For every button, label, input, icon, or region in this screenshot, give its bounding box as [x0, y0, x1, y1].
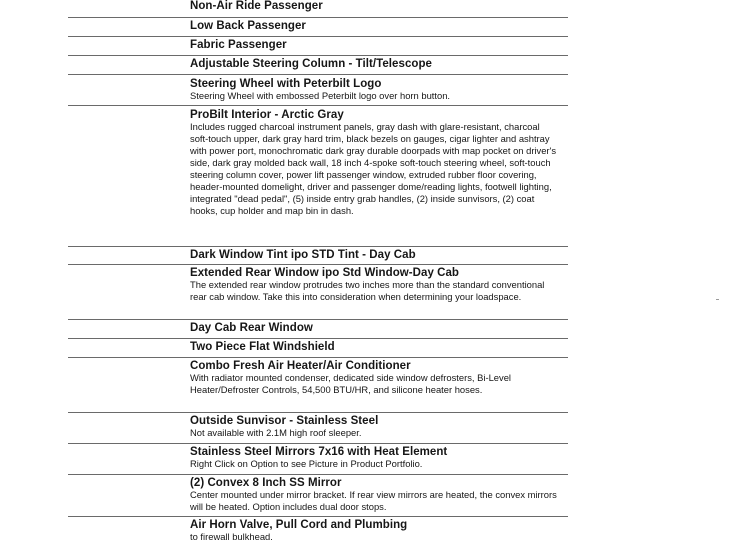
- option-title: Outside Sunvisor - Stainless Steel: [190, 415, 379, 427]
- option-item: [190, 266, 560, 303]
- row-divider: [68, 246, 568, 247]
- option-item: [190, 19, 560, 33]
- option-title: Air Horn Valve, Pull Cord and Plumbing: [190, 519, 408, 531]
- option-title: Combo Fresh Air Heater/Air Conditioner: [190, 360, 411, 372]
- option-item: [190, 476, 560, 513]
- option-item: [190, 57, 560, 71]
- option-description: to firewall bulkhead.: [190, 531, 273, 542]
- option-item: [190, 445, 560, 470]
- option-item: [190, 340, 560, 354]
- row-divider: [68, 357, 568, 358]
- option-title: Low Back Passenger: [190, 20, 306, 32]
- row-divider: [68, 474, 568, 475]
- option-item: [190, 77, 560, 102]
- option-description: The extended rear window protrudes two inches more than the standard conventional rear cab window. Take this into consideration when determining your loadspace.: [190, 279, 545, 302]
- option-title: Fabric Passenger: [190, 39, 287, 51]
- row-divider: [68, 264, 568, 265]
- option-item: [190, 108, 560, 217]
- row-divider: [68, 319, 568, 320]
- option-item: [190, 518, 560, 543]
- option-item: [190, 359, 560, 396]
- row-divider: [68, 55, 568, 56]
- row-divider: [68, 105, 568, 106]
- row-divider: [68, 36, 568, 37]
- option-item: [190, 38, 560, 52]
- row-divider: [68, 74, 568, 75]
- option-title: Non-Air Ride Passenger: [190, 0, 323, 12]
- row-divider: [68, 443, 568, 444]
- option-title: Dark Window Tint ipo STD Tint - Day Cab: [190, 249, 416, 261]
- scan-speck: [716, 299, 719, 300]
- option-title: Stainless Steel Mirrors 7x16 with Heat Element: [190, 446, 448, 458]
- option-description: Right Click on Option to see Picture in Product Portfolio.: [190, 458, 423, 469]
- option-title: ProBilt Interior - Arctic Gray: [190, 109, 344, 121]
- option-title: (2) Convex 8 Inch SS Mirror: [190, 477, 342, 489]
- option-item: [190, 248, 560, 262]
- option-title: Adjustable Steering Column - Tilt/Telescope: [190, 58, 432, 70]
- row-divider: [68, 412, 568, 413]
- option-title: Extended Rear Window ipo Std Window-Day Cab: [190, 267, 460, 279]
- option-title: Day Cab Rear Window: [190, 322, 313, 334]
- option-description: Center mounted under mirror bracket. If rear view mirrors are heated, the convex mirrors will be heated. Option includes dual door stops.: [190, 489, 557, 512]
- option-description: Not available with 2.1M high roof sleeper.: [190, 427, 362, 438]
- row-divider: [68, 17, 568, 18]
- option-item: [190, 0, 560, 13]
- option-item: [190, 414, 560, 439]
- option-title: Steering Wheel with Peterbilt Logo: [190, 78, 382, 90]
- option-description: Includes rugged charcoal instrument panels, gray dash with glare-resistant, charcoal soft-touch upper, dark gray hard trim, black bezels on gauges, cigar lighter and ashtray with power port, monochromatic dark gray durable doorpads with map pocket on driver's side, dark gray molded back wall, 18 inch 4-spoke soft-touch steering wheel, soft-touch steering column cover, power lift passenger window, extruded rubber floor covering, header-mounted domelight, driver and passenger dome/reading lights, footwell lighting, integrated "dead pedal", (5) inside entry grab handles, (2) inside sunvisors, (2) coat hooks, cup holder and map bin in dash.: [190, 121, 557, 216]
- option-description: With radiator mounted condenser, dedicated side window defrosters, Bi-Level Heater/Defroster Controls, 54,500 BTU/HR, and silicone heater hoses.: [190, 372, 512, 395]
- row-divider: [68, 338, 568, 339]
- row-divider: [68, 516, 568, 517]
- option-item: [190, 321, 560, 335]
- option-title: Two Piece Flat Windshield: [190, 341, 335, 353]
- option-description: Steering Wheel with embossed Peterbilt logo over horn button.: [190, 90, 451, 101]
